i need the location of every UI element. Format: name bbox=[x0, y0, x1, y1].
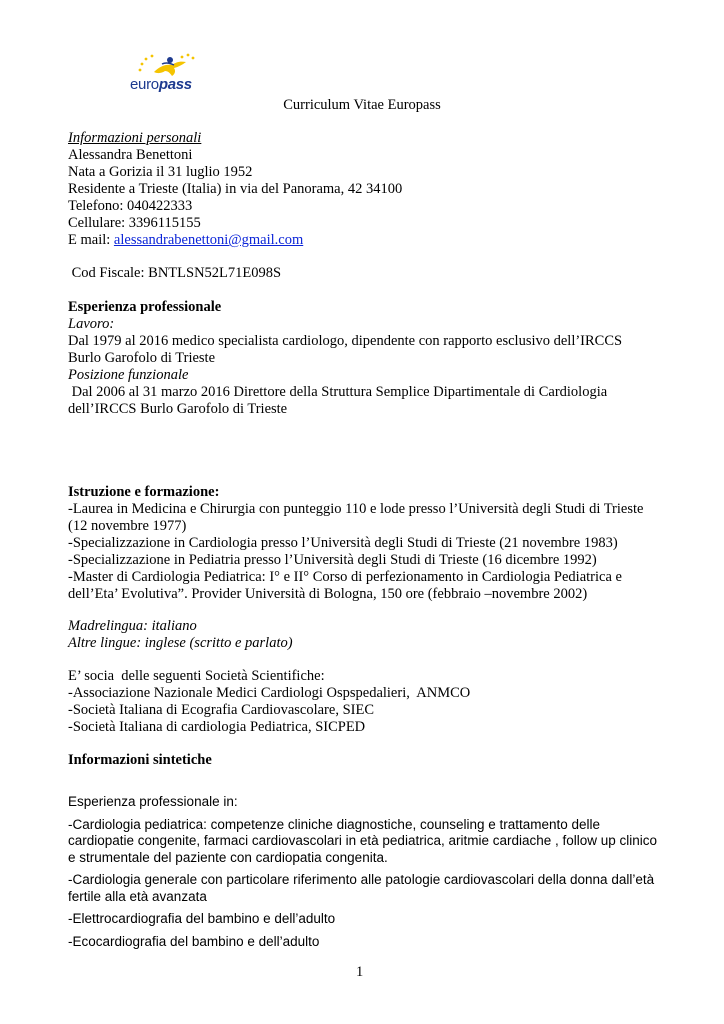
education-line: -Specializzazione in Pediatria presso l’Università degli Studi di Trieste (16 dicembre 1992) bbox=[68, 552, 597, 568]
residence-info: Residente a Trieste (Italia) in via del Panorama, 42 34100 bbox=[68, 181, 403, 197]
society-item: -Società Italiana di Ecografia Cardiovascolare, SIEC bbox=[68, 702, 374, 718]
education-line: (12 novembre 1977) bbox=[68, 518, 187, 534]
education-line: -Laurea in Medicina e Chirurgia con punteggio 110 e lode presso l’Università degli Studi di Trieste bbox=[68, 501, 644, 517]
email-row bbox=[68, 232, 668, 249]
education-line: -Specializzazione in Cardiologia presso l’Università degli Studi di Trieste (21 novembre 1983) bbox=[68, 535, 618, 551]
full-name: Alessandra Benettoni bbox=[68, 147, 193, 163]
other-languages: Altre lingue: inglese (scritto e parlato) bbox=[68, 635, 293, 651]
education-section bbox=[68, 484, 668, 603]
summary-item: -Cardiologia pediatrica: competenze cliniche diagnostiche, counseling e trattamento delle cardiopatie congenite, farmaci cardiovascolari in età pediatrica, aritmie cardiache , follow up clinico e strumentale del paziente con cardiopatia congenita. bbox=[68, 816, 658, 865]
experience-section bbox=[68, 299, 668, 418]
position-label: Posizione funzionale bbox=[68, 367, 189, 383]
society-item: -Associazione Nazionale Medici Cardiologi Ospspedalieri, ANMCO bbox=[68, 685, 471, 701]
education-heading: Istruzione e formazione: bbox=[68, 484, 220, 500]
societies-intro: E’ socia delle seguenti Società Scientifiche: bbox=[68, 668, 325, 684]
education-line: dell’Eta’ Evolutiva”. Provider Università di Bologna, 150 ore (febbraio –novembre 2002) bbox=[68, 586, 588, 602]
europass-wordmark: europass bbox=[130, 76, 192, 93]
position-text-line-2: dell’IRCCS Burlo Garofolo di Trieste bbox=[68, 401, 288, 417]
tax-code-section bbox=[68, 265, 668, 282]
languages-section bbox=[68, 618, 668, 652]
summary-item: -Ecocardiografia del bambino e dell’adulto bbox=[68, 933, 320, 949]
education-line: -Master di Cardiologia Pediatrica: I° e II° Corso di perfezionamento in Cardiologia Pediatrica e bbox=[68, 569, 622, 585]
summary-section bbox=[68, 794, 658, 950]
societies-section bbox=[68, 668, 668, 736]
summary-intro: Esperienza professionale in: bbox=[68, 794, 238, 809]
personal-info-section bbox=[68, 130, 668, 249]
position-text-line-1: Dal 2006 al 31 marzo 2016 Direttore della Struttura Semplice Dipartimentale di Cardiologia bbox=[68, 384, 608, 400]
summary-item: -Cardiologia generale con particolare riferimento alle patologie cardiovascolari della donna dall’età fertile alla età avanzata bbox=[68, 872, 655, 904]
email-link[interactable]: alessandrabenettoni@gmail.com bbox=[113, 232, 304, 248]
tax-code: Cod Fiscale: BNTLSN52L71E098S bbox=[68, 265, 282, 281]
work-text-line-2: Burlo Garofolo di Trieste bbox=[68, 350, 216, 366]
page-number: 1 bbox=[356, 964, 364, 980]
summary-heading: Informazioni sintetiche bbox=[68, 752, 212, 768]
document-title: Curriculum Vitae Europass bbox=[283, 97, 441, 113]
summary-item: -Elettrocardiografia del bambino e dell’adulto bbox=[68, 911, 336, 926]
email-label: E mail: bbox=[68, 232, 114, 248]
summary-heading-block bbox=[68, 752, 668, 769]
mother-tongue: Madrelingua: italiano bbox=[68, 618, 197, 634]
work-label: Lavoro: bbox=[68, 316, 115, 332]
europass-logo bbox=[118, 52, 208, 100]
phone-info: Telefono: 040422333 bbox=[68, 198, 193, 214]
experience-heading: Esperienza professionale bbox=[68, 299, 222, 315]
society-item: -Società Italiana di cardiologia Pediatrica, SICPED bbox=[68, 719, 366, 735]
birth-info: Nata a Gorizia il 31 luglio 1952 bbox=[68, 164, 253, 180]
personal-info-heading: Informazioni personali bbox=[68, 130, 202, 146]
mobile-info: Cellulare: 3396115155 bbox=[68, 215, 201, 231]
work-text-line-1: Dal 1979 al 2016 medico specialista cardiologo, dipendente con rapporto esclusivo dell’IRCCS bbox=[68, 333, 623, 349]
